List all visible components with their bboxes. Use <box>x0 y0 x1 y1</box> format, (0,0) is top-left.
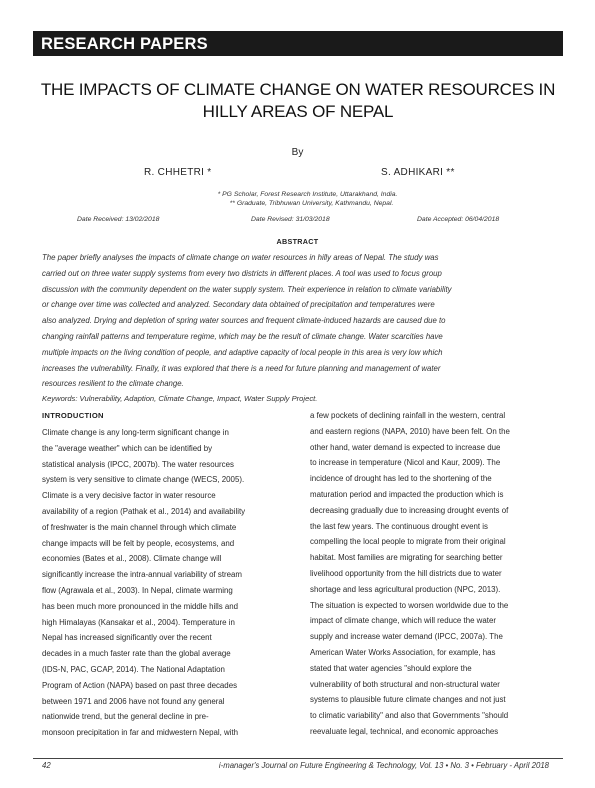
body-text-line: the "average weather" which can be identified by <box>42 443 213 453</box>
body-text-line: Climate change is any long-term significant change in <box>42 428 229 437</box>
body-text-line: American Water Works Association, for example, has <box>310 648 496 657</box>
body-text-line: Climate is a very decisive factor in water resource <box>42 491 216 501</box>
body-text-line: maturation period and impacted the production which is <box>310 490 504 499</box>
body-text-line: economies (Bates et al., 2008). Climate change will <box>42 554 222 564</box>
body-text-line: incidence of drought has led to the shortening of the <box>310 474 492 484</box>
page-number: 42 <box>42 761 51 770</box>
abstract-line: carried out on three water supply systems from every two districts in different places. A tool was used to focus group <box>42 268 442 278</box>
body-text-line: the last few years. The continuous drought event is <box>310 521 488 531</box>
body-text-line: vulnerability of both structural and non-structural water <box>310 679 500 689</box>
author-second: S. ADHIKARI ** <box>381 167 455 178</box>
body-text-line: system is very sensitive to climate change (WECS, 2005). <box>42 475 245 485</box>
body-text-line: flow (Agrawala et al., 2003). In Nepal, climate warming <box>42 586 233 595</box>
body-text-line: between 1971 and 2006 have not found any general <box>42 696 225 706</box>
journal-citation: i-manager's Journal on Future Engineering & Technology, Vol. 13 • No. 3 • February - April 2018 <box>218 761 549 770</box>
body-text-line: availability of a region (Pathak et al., 2014) and availability <box>42 507 246 516</box>
abstract-line: increases the vulnerability. Finally, it was explored that there is a need for future planning and management of water <box>42 363 441 373</box>
body-text-line: livelihood opportunity from the hill districts due to water <box>310 569 502 578</box>
abstract-line: also analyzed. Drying and depletion of spring water sources and frequent climate-induced hazards are caused due to <box>42 316 446 326</box>
body-text-line: compelling the local people to migrate from their original <box>310 537 506 547</box>
body-text-line: The situation is expected to worsen worldwide due to the <box>310 600 509 610</box>
body-text-line: supply and increase water demand (IPCC, 2007a). The <box>310 632 503 642</box>
body-text-line: statistical analysis (IPCC, 2007b). The water resources <box>42 459 234 469</box>
abstract-line: or change over time was collected and analyzed. Secondary data obtained of precipitation and temperatures were <box>42 300 435 310</box>
body-text-line: reevaluate legal, technical, and economic approaches <box>310 727 499 736</box>
author-first: R. CHHETRI * <box>144 167 212 178</box>
abstract-line: The paper briefly analyses the impacts of climate change on water resources in hilly areas of Nepal. The study was <box>42 253 439 262</box>
paper-title-line-1: THE IMPACTS OF CLIMATE CHANGE ON WATER RESOURCES IN <box>40 80 556 99</box>
abstract-line: multiple impacts on the living condition of people, and adaptive capacity of local people in this area is very low which <box>42 347 443 357</box>
abstract-line: discussion with the community dependent on the water supply system. Their experience in relation to climate variability <box>42 284 452 294</box>
body-text-line: shortage and less agricultural production (NPC, 2013). <box>310 584 501 594</box>
abstract-heading: ABSTRACT <box>276 237 319 246</box>
body-text-line: stated that water agencies "should explore the <box>310 663 472 673</box>
date-revised: Date Revised: 31/03/2018 <box>251 216 330 223</box>
body-text-line: change impacts will be felt by people, ecosystems, and <box>42 538 235 548</box>
section-banner-label: RESEARCH PAPERS <box>41 35 208 53</box>
paper-title-line-2: HILLY AREAS OF NEPAL <box>202 102 394 121</box>
body-text-line: to increase in temperature (Nicol and Kaur, 2009). The <box>310 458 501 468</box>
body-text-line: has been much more pronounced in the middle hills and <box>42 601 239 611</box>
body-text-line: of freshwater is the main channel through which climate <box>42 522 237 532</box>
abstract-line: changing rainfall patterns and temperature regime, which may be the result of climate change. Water scarcities have <box>42 332 443 341</box>
body-text-line: decades in a much faster rate than the global average <box>42 649 231 659</box>
body-text-line: to climatic variability" and also that Governments "should <box>310 711 509 721</box>
body-text-line: monsoon precipitation in far and midwestern Nepal, with <box>42 728 239 738</box>
body-text-line: a few pockets of declining rainfall in the western, central <box>310 411 506 420</box>
date-accepted: Date Accepted: 06/04/2018 <box>417 216 500 223</box>
footer-rule <box>33 758 563 759</box>
body-text-line: Nepal has increased significantly over the recent <box>42 633 212 643</box>
body-text-line: habitat. Most families are migrating for searching better <box>310 553 503 563</box>
byline: By <box>291 147 304 158</box>
body-text-line: significantly increase the intra-annual variability of stream <box>42 570 242 580</box>
date-received: Date Received: 13/02/2018 <box>77 216 160 223</box>
body-text-line: decreasing gradually due to increasing drought events of <box>310 505 509 515</box>
section-banner <box>33 31 563 56</box>
body-text-line: and eastern regions (NAPA, 2010) have been felt. On the <box>310 426 510 436</box>
body-text-line: (IDS-N, PAC, GCAP, 2014). The National Adaptation <box>42 665 225 674</box>
body-text-line: high Himalayas (Kansakar et al., 2004). Temperature in <box>42 617 235 627</box>
introduction-heading: INTRODUCTION <box>42 411 104 420</box>
body-text-line: nationwide trend, but the general decline in pre- <box>42 712 209 722</box>
body-text-line: systems to plausible future climate changes and not just <box>310 695 506 705</box>
keywords: Keywords: Vulnerability, Adaption, Climate Change, Impact, Water Supply Project. <box>42 394 318 403</box>
affiliation-2: ** Graduate, Tribhuwan University, Kathmandu, Nepal. <box>229 200 394 207</box>
abstract-line: resources resilient to the climate change. <box>42 379 184 389</box>
body-text-line: other hand, water demand is expected to increase due <box>310 442 501 452</box>
body-text-line: Program of Action (NAPA) based on past three decades <box>42 680 238 690</box>
body-text-line: impact of climate change, which will reduce the water <box>310 616 496 626</box>
affiliation-1: * PG Scholar, Forest Research Institute, Uttarakhand, India. <box>217 191 398 198</box>
